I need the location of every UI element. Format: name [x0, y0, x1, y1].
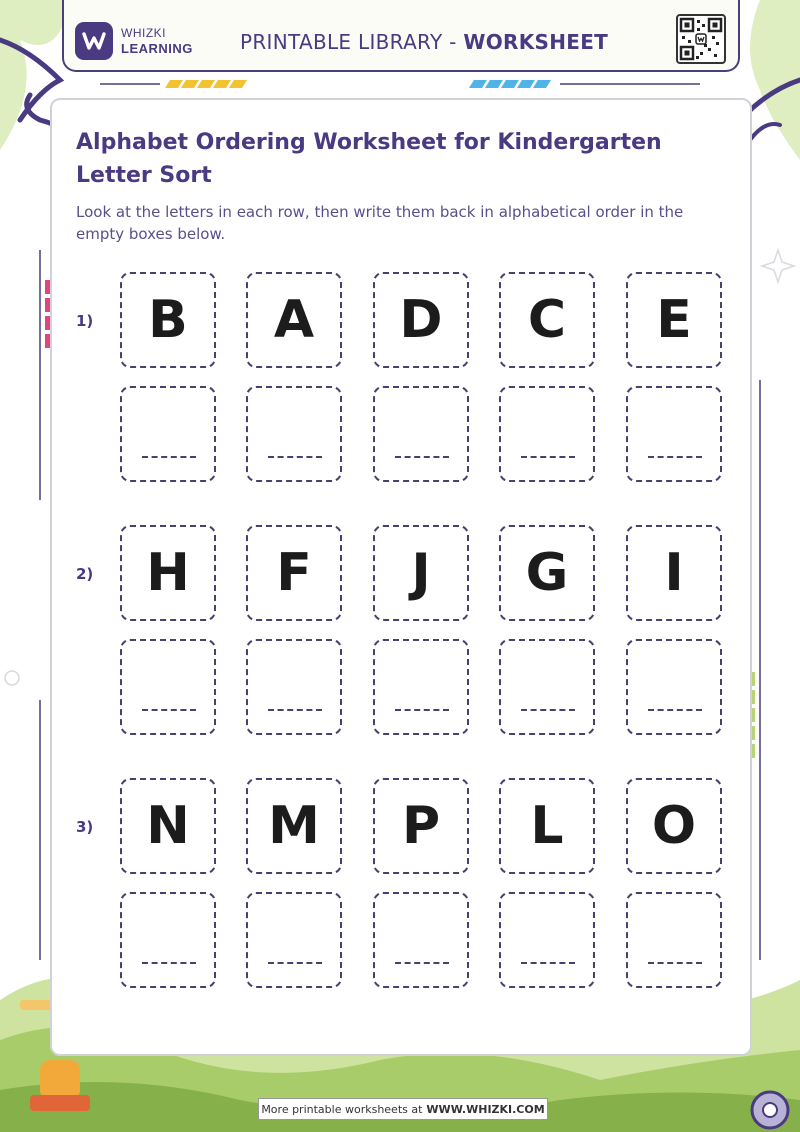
answer-box[interactable]: [499, 639, 595, 735]
letter-box: [626, 778, 722, 874]
letter: M: [268, 796, 320, 856]
letter: J: [411, 543, 431, 603]
answer-box[interactable]: [246, 892, 342, 988]
brand-line1: WHIZKI: [121, 26, 166, 40]
letter-box: [373, 778, 469, 874]
letter: G: [525, 543, 569, 603]
answer-line: [521, 709, 575, 711]
worksheet-title: Alphabet Ordering Worksheet for Kindergarten Letter Sort: [76, 130, 662, 188]
brand-line2: LEARNING: [121, 41, 193, 56]
letter: N: [146, 796, 190, 856]
letter: C: [527, 290, 567, 350]
letter: E: [656, 290, 692, 350]
footer-banner: [258, 1098, 548, 1120]
letter-box: [499, 525, 595, 621]
answer-box[interactable]: [120, 386, 216, 482]
letter-box: [373, 272, 469, 368]
header-title-prefix: PRINTABLE LIBRARY -: [240, 30, 464, 54]
letter: P: [401, 796, 441, 856]
logo-w-icon: [81, 28, 107, 54]
row-number: 2): [76, 565, 94, 583]
header-title: [240, 30, 608, 54]
whizki-logo: [75, 22, 113, 60]
answer-box[interactable]: [626, 386, 722, 482]
letter: L: [530, 796, 564, 856]
answer-box[interactable]: [499, 386, 595, 482]
letter: F: [276, 543, 312, 603]
answer-line: [395, 456, 449, 458]
worksheet-instructions: Look at the letters in each row, then write them back in alphabetical order in the empty boxes below.: [76, 203, 684, 243]
letter-box: [499, 272, 595, 368]
answer-line: [268, 456, 322, 458]
letter: I: [664, 543, 684, 603]
header-title-bold: WORKSHEET: [463, 30, 609, 54]
footer-link[interactable]: WWW.WHIZKI.COM: [426, 1102, 545, 1116]
brand-name: [121, 25, 193, 57]
letter-box: [120, 525, 216, 621]
answer-line: [142, 709, 196, 711]
answer-box[interactable]: [120, 892, 216, 988]
answer-box[interactable]: [499, 892, 595, 988]
answer-box[interactable]: [373, 892, 469, 988]
blue-stripes-decoration: [469, 80, 551, 88]
letter: O: [651, 796, 697, 856]
letter-box: [120, 272, 216, 368]
letter-box: [246, 525, 342, 621]
letter-box: [120, 778, 216, 874]
letter: H: [146, 543, 190, 603]
letter-box: [499, 778, 595, 874]
letter-box: [373, 525, 469, 621]
answer-line: [521, 962, 575, 964]
qr-code-icon: [676, 14, 726, 64]
row-number: 3): [76, 818, 94, 836]
answer-line: [268, 709, 322, 711]
row-number: 1): [76, 312, 94, 330]
letter-box: [626, 525, 722, 621]
letter-box: [246, 272, 342, 368]
answer-line: [142, 456, 196, 458]
letter: D: [399, 290, 443, 350]
letter-box: [246, 778, 342, 874]
answer-line: [395, 709, 449, 711]
answer-box[interactable]: [120, 639, 216, 735]
answer-line: [521, 456, 575, 458]
answer-box[interactable]: [373, 639, 469, 735]
letter-box: [626, 272, 722, 368]
letter: A: [273, 290, 315, 350]
answer-line: [268, 962, 322, 964]
answer-line: [648, 962, 702, 964]
answer-line: [142, 962, 196, 964]
answer-box[interactable]: [626, 892, 722, 988]
footer-text: More printable worksheets at: [261, 1102, 423, 1116]
answer-box[interactable]: [246, 639, 342, 735]
answer-box[interactable]: [373, 386, 469, 482]
answer-line: [395, 962, 449, 964]
letter: B: [148, 290, 188, 350]
answer-line: [648, 709, 702, 711]
answer-box[interactable]: [626, 639, 722, 735]
answer-box[interactable]: [246, 386, 342, 482]
yellow-stripes-decoration: [165, 80, 247, 88]
answer-line: [648, 456, 702, 458]
